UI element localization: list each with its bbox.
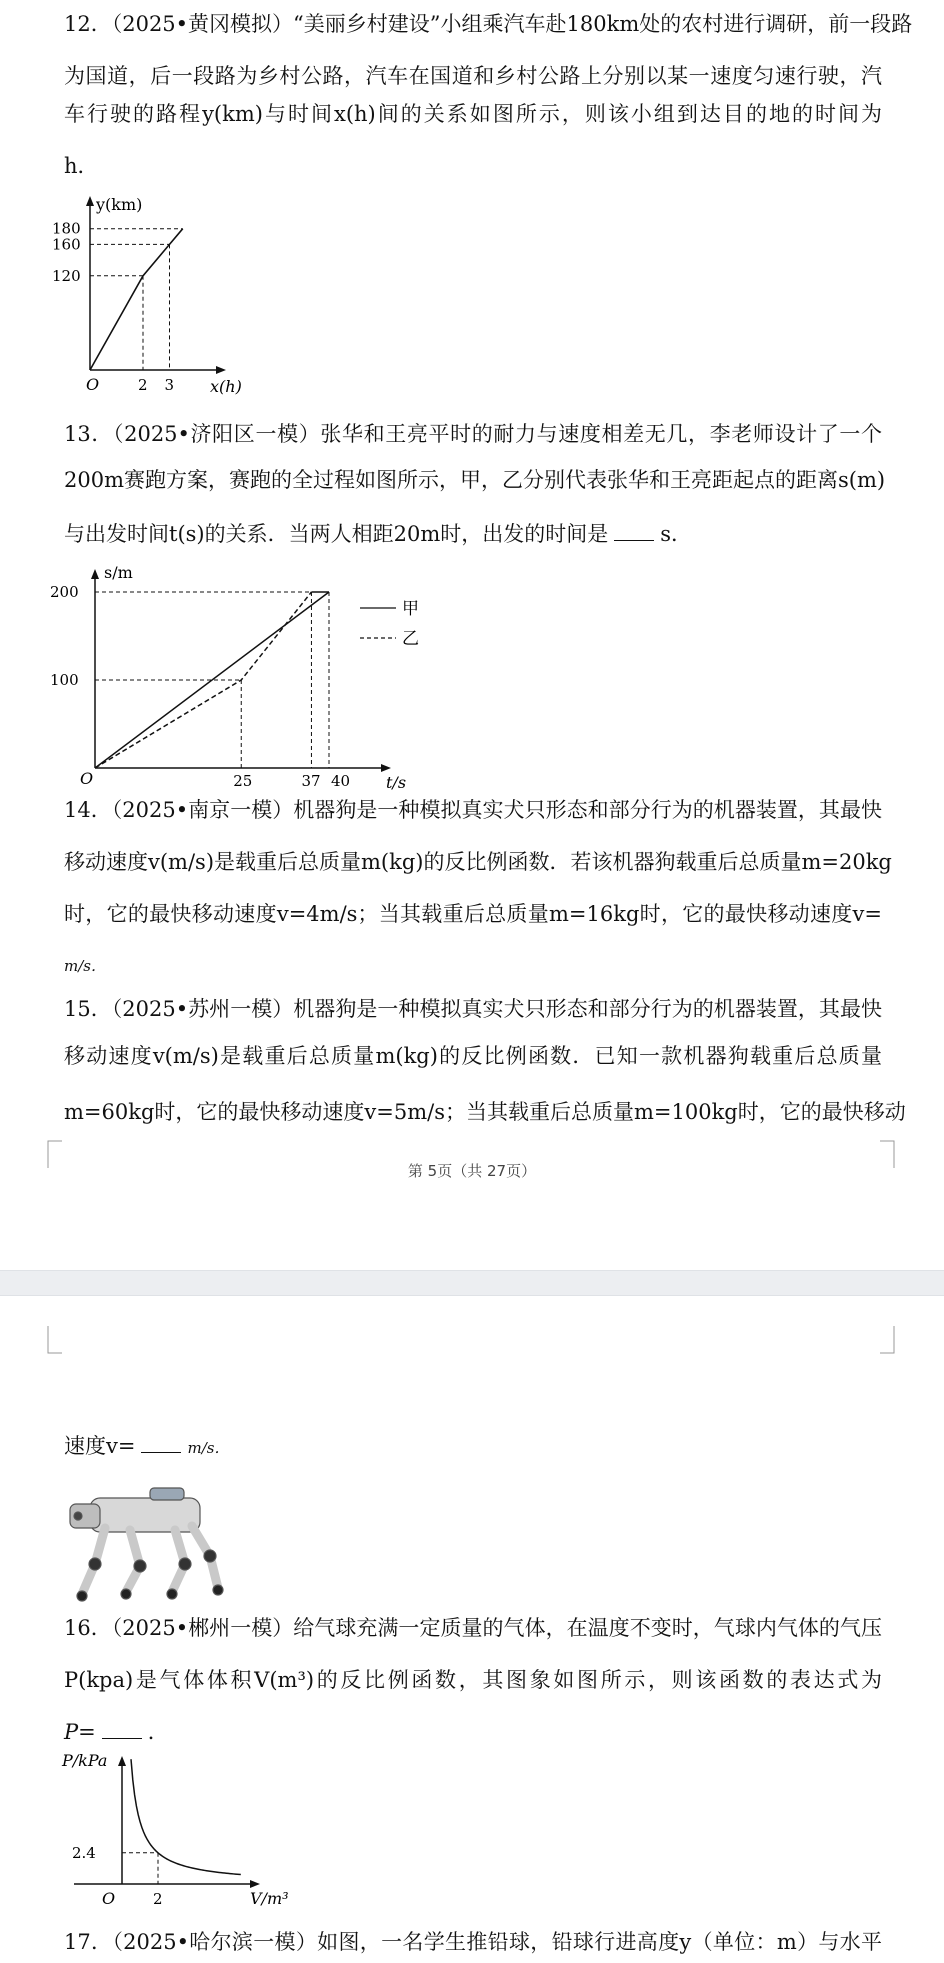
q16-chart	[54, 1748, 314, 1918]
q16-x-tick-2: 2	[153, 1890, 163, 1908]
q15-line-1: 15．（2025•苏州一模）机器狗是一种模拟真实犬只形态和部分行为的机器装置，其最快	[64, 997, 882, 1021]
q13-line-1: 13．（2025•济阳区一模）张华和王亮平时的耐力与速度相差无几，李老师设计了一个	[64, 422, 882, 446]
q15-line-3: m=60kg时，它的最快移动速度v=5m/s；当其载重后总质量m=100kg时，它的最快移动	[64, 1100, 906, 1124]
q16-ylabel: P/kPa	[62, 1751, 108, 1770]
q15-line-2: 移动速度v(m/s)是载重后总质量m(kg)的反比例函数．已知一款机器狗载重后总质量	[64, 1044, 882, 1068]
q12-xlabel: x(h)	[210, 377, 242, 396]
q16-x-arrow	[250, 1880, 260, 1888]
q16-series-curve	[131, 1759, 241, 1874]
q16-line-3	[64, 1718, 882, 1746]
q16-line-3-end: ．	[147, 1720, 169, 1744]
q12-line-2: 为国道，后一段路为乡村公路，汽车在国道和乡村公路上分别以某一速度匀速行驶，汽	[64, 64, 882, 88]
corner-mark-top-left	[34, 1326, 62, 1354]
q16-y-arrow	[118, 1756, 126, 1766]
q13-x-tick-40: 40	[331, 772, 351, 790]
q14-line-2: 移动速度v(m/s)是载重后总质量m(kg)的反比例函数．若该机器狗载重后总质量m=20kg	[64, 850, 892, 874]
q13-line-3-end: s．	[660, 522, 693, 546]
q13-answer-blank[interactable]	[614, 520, 654, 541]
q15-line-4	[64, 1432, 882, 1462]
q16-line-3-text: P=	[64, 1720, 96, 1744]
q13-line-2: 200m赛跑方案，赛跑的全过程如图所示，甲，乙分别代表张华和王亮距起点的距离s(m)	[64, 468, 886, 492]
q16-line-2: P(kpa)是气体体积V(m³)的反比例函数，其图象如图所示，则该函数的表达式为	[64, 1668, 882, 1692]
q13-y-tick-100: 100	[50, 671, 79, 689]
q13-x-tick-25: 25	[233, 772, 253, 790]
q14-line-4: m/s．	[64, 957, 106, 975]
page-footer: 第 5页（共 27页）	[407, 1162, 537, 1180]
q15-line-4-end: m/s．	[187, 1439, 230, 1457]
q16-answer-blank[interactable]	[102, 1718, 142, 1739]
q12-y-tick-180: 180	[52, 219, 81, 238]
q13-x-tick-37: 37	[301, 772, 321, 790]
q12-y-tick-160: 160	[52, 235, 81, 254]
q12-ylabel: y(km)	[96, 195, 143, 214]
robot-dog-image	[60, 1476, 240, 1606]
q13-origin: O	[80, 769, 94, 788]
q13-line-3-text: 与出发时间t(s)的关系．当两人相距20m时，出发的时间是	[64, 522, 609, 546]
q13-x-arrow	[381, 764, 391, 772]
q13-y-arrow	[91, 569, 99, 579]
q12-series-line	[90, 229, 183, 370]
q14-line-1: 14．（2025•南京一模）机器狗是一种模拟真实犬只形态和部分行为的机器装置，其最快	[64, 798, 882, 822]
q12-chart	[50, 190, 250, 400]
q12-x-tick-2: 2	[138, 376, 148, 394]
q13-line-3	[64, 520, 882, 548]
q14-line-3: 时，它的最快移动速度v=4m/s；当其载重后总质量m=16kg时，它的最快移动速度v=	[64, 902, 882, 926]
q12-line-3: 车行驶的路程y(km)与时间x(h)间的关系如图所示，则该小组到达目的地的时间为	[64, 102, 882, 126]
q16-line-1: 16．（2025•郴州一模）给气球充满一定质量的气体，在温度不变时，气球内气体的气压	[64, 1616, 882, 1640]
q12-line-4: h．	[64, 154, 99, 178]
corner-mark-top-right	[880, 1326, 908, 1354]
q12-x-tick-3: 3	[164, 376, 175, 394]
q13-ylabel: s/m	[104, 563, 133, 582]
q16-y-tick-2.4: 2.4	[72, 1843, 96, 1862]
q13-legend-yi: 乙	[402, 629, 419, 649]
q12-line-1: 12．（2025•黄冈模拟）“美丽乡村建设”小组乘汽车赴180km处的农村进行调研，前一段路	[64, 12, 913, 36]
q17-line-1: 17．（2025•哈尔滨一模）如图，一名学生推铅球，铅球行进高度y（单位：m）与水平	[64, 1930, 882, 1954]
q12-y-tick-120: 120	[52, 266, 81, 285]
q13-y-tick-200: 200	[50, 583, 79, 601]
q13-xlabel: t/s	[386, 773, 407, 790]
q12-x-arrow	[216, 366, 226, 374]
q13-chart	[50, 560, 450, 790]
q15-line-4-text: 速度v=	[64, 1434, 136, 1458]
q12-y-arrow	[86, 196, 94, 206]
q12-origin: O	[86, 375, 100, 394]
q16-xlabel: V/m³	[250, 1889, 289, 1908]
q16-origin: O	[102, 1889, 116, 1908]
q15-answer-blank[interactable]	[141, 1432, 181, 1453]
page-gap	[0, 1270, 944, 1296]
q13-legend-jia: 甲	[402, 599, 419, 619]
